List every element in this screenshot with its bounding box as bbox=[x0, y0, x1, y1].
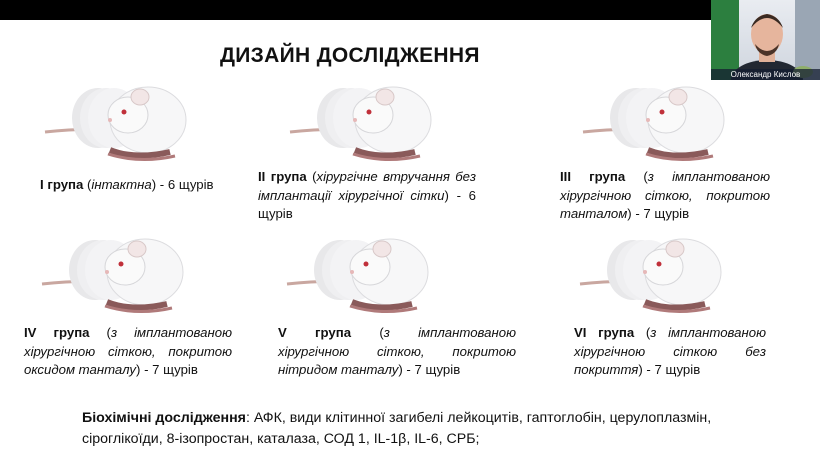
rat-image-group-4 bbox=[37, 222, 187, 317]
rat-image-group-2 bbox=[285, 70, 435, 165]
group-2-description: II група (хірургічне втручання без імплантації хірургічної сітки) - 6 щурів bbox=[258, 169, 477, 222]
group-3-description: III група (з імплантованою хірургічною сіткою, покритою танталом) - 7 щурів bbox=[560, 169, 770, 222]
group-4-count: - 7 щурів bbox=[140, 362, 198, 378]
group-4-label: IV група bbox=[24, 325, 90, 340]
group-2-label: II група bbox=[258, 169, 307, 184]
group-3-label: III група bbox=[560, 169, 626, 184]
rat-image-group-1 bbox=[40, 70, 190, 165]
group-6-description: VI група (з імплантованою хірургічною сіткою без покриття) - 7 щурів bbox=[574, 325, 766, 378]
group-1-count: - 6 щурів bbox=[156, 177, 214, 192]
group-2-count: - 6 щурів bbox=[258, 187, 476, 222]
group-3-condition: з імплантованою хірургічною сіткою, покритою танталом bbox=[560, 169, 770, 222]
top-black-bar bbox=[0, 0, 820, 20]
participant-video-tile[interactable] bbox=[711, 0, 820, 80]
biochemical-studies-list: : АФК, види клітинної загибелі лейкоцитів, гаптоглобін, церулоплазмін, сіроглікоїди, 8-ізопростан, каталаза, СОД 1, IL-1β, IL-6, СРБ; bbox=[82, 410, 712, 447]
group-5-condition: з імплантованою хірургічною сіткою, покритою нітридом танталу bbox=[278, 325, 516, 378]
group-6-condition: з імплантованою хірургічною сіткою без покриття bbox=[574, 325, 766, 378]
group-1-description: I група (інтактна) - 6 щурів bbox=[40, 177, 214, 192]
group-1-label: I група bbox=[40, 177, 84, 192]
rat-image-group-5 bbox=[282, 222, 432, 317]
group-5-label: V група bbox=[278, 325, 352, 340]
group-5-description: V група (з імплантованою хірургічною сіткою, покритою нітридом танталу) - 7 щурів bbox=[278, 325, 516, 378]
group-3-count: - 7 щурів bbox=[631, 206, 690, 222]
person-icon bbox=[711, 0, 820, 80]
group-4-description: IV група (з імплантованою хірургічною сіткою, покритою оксидом танталу) - 7 щурів bbox=[24, 325, 232, 378]
slide-title: ДИЗАЙН ДОСЛІДЖЕННЯ bbox=[220, 44, 480, 67]
biochemical-studies-label: Біохімічні дослідження bbox=[82, 410, 246, 426]
group-6-count: - 7 щурів bbox=[642, 362, 701, 378]
rat-image-group-3 bbox=[578, 70, 728, 165]
group-1-condition: інтактна bbox=[91, 177, 152, 192]
group-6-label: VI група bbox=[574, 325, 635, 340]
biochemical-studies-text bbox=[82, 408, 722, 450]
participant-name: Олександр Кислов bbox=[711, 69, 820, 80]
rat-image-group-6 bbox=[575, 222, 725, 317]
group-5-count: - 7 щурів bbox=[402, 362, 461, 378]
group-2-condition: хірургічне втручання без імплантації хірургічної сітки bbox=[258, 169, 477, 203]
group-4-condition: з імплантованою хірургічною сіткою, покритою оксидом танталу bbox=[24, 325, 232, 378]
